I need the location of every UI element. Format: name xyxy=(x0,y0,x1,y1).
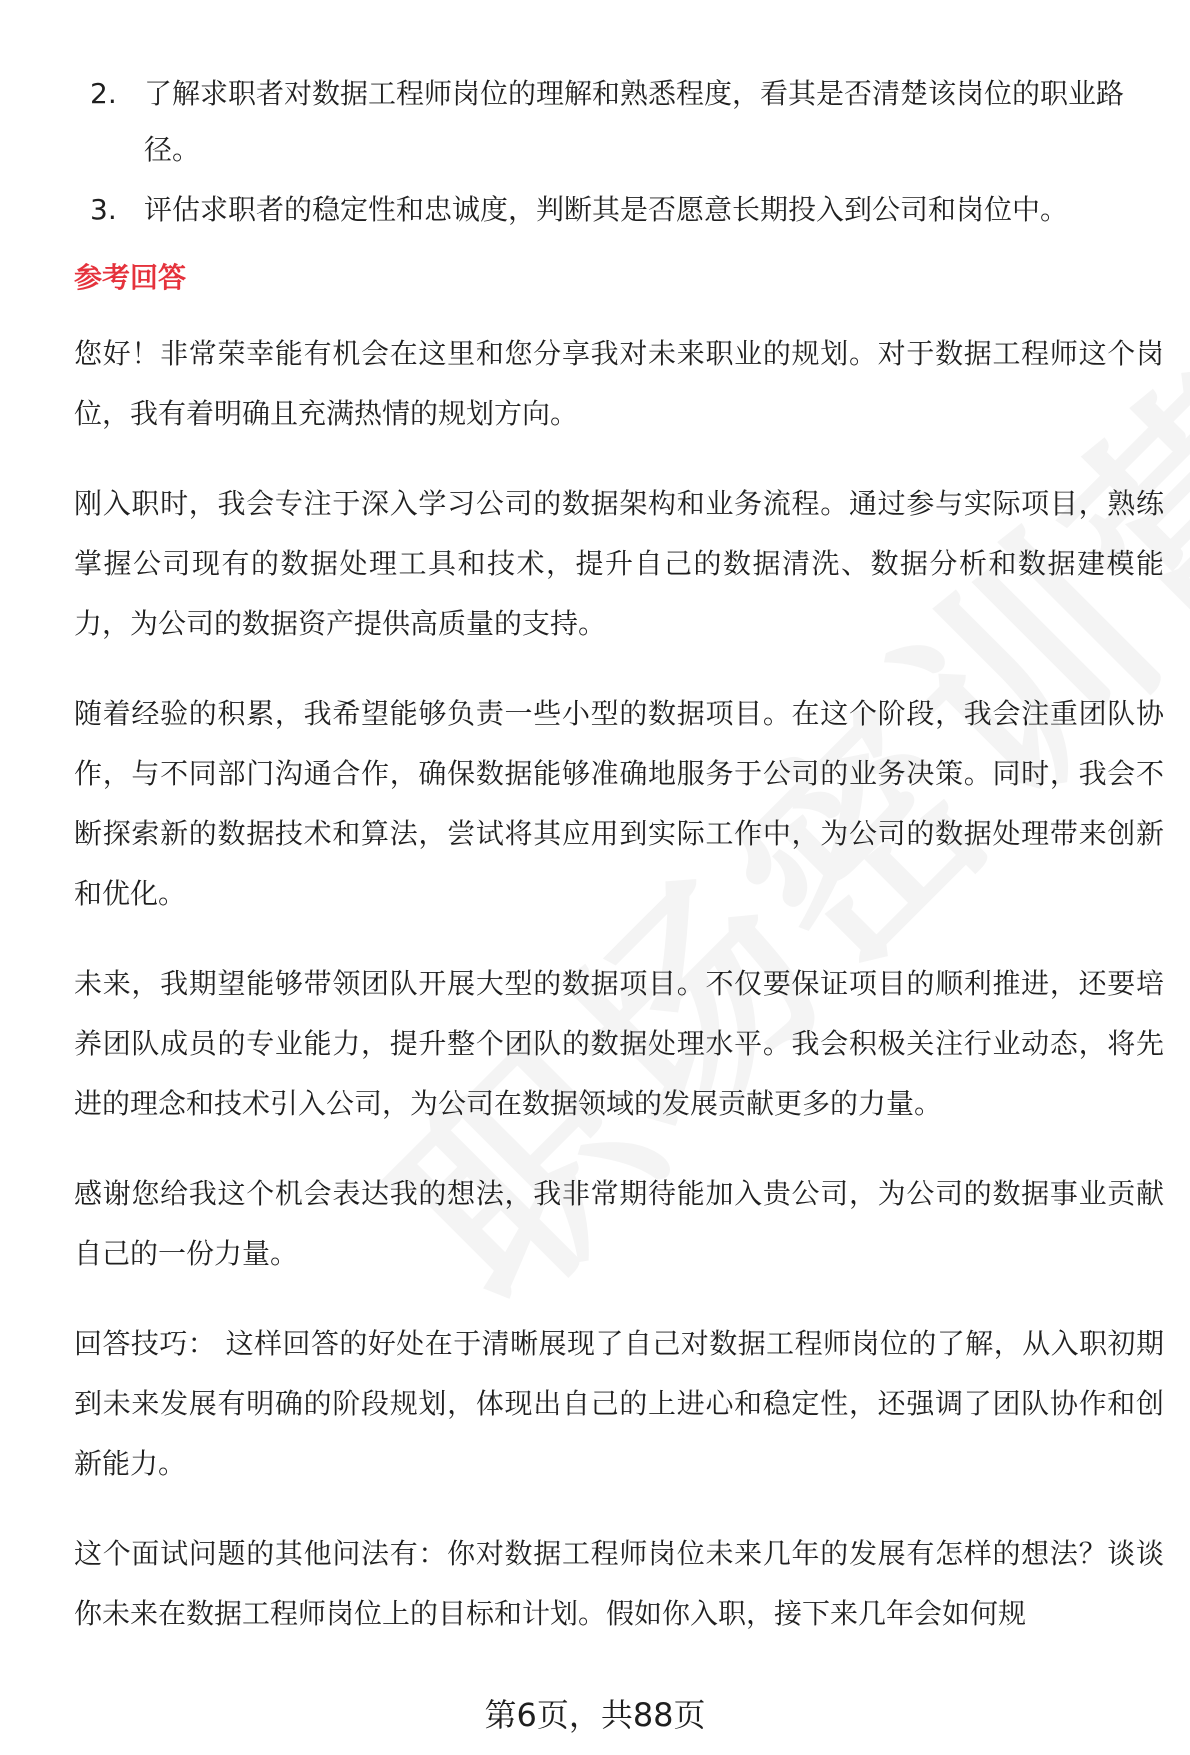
section-heading: 参考回答 xyxy=(74,261,187,294)
paragraph: 随着经验的积累，我希望能够负责一些小型的数据项目。在这个阶段，我会注重团队协作，与不同部门沟通合作，确保数据能够准确地服务于公司的业务决策。同时，我会不断探索新的数据技术和算法，尝试将其应用到实际工作中，为公司的数据处理带来创新和优化。 xyxy=(74,697,1164,910)
paragraph: 感谢您给我这个机会表达我的想法，我非常期待能加入贵公司，为公司的数据事业贡献自己的一份力量。 xyxy=(74,1177,1164,1270)
list-item xyxy=(74,66,1164,178)
page-content xyxy=(74,66,1164,1674)
page-number: 第6页，共88页 xyxy=(484,1696,706,1734)
paragraph: 未来，我期望能够带领团队开展大型的数据项目。不仅要保证项目的顺利推进，还要培养团队成员的专业能力，提升整个团队的数据处理水平。我会积极关注行业动态，将先进的理念和技术引入公司，为公司在数据领域的发展贡献更多的力量。 xyxy=(74,967,1164,1120)
answer-tips-paragraph: 回答技巧： 这样回答的好处在于清晰展现了自己对数据工程师岗位的了解，从入职初期到未来发展有明确的阶段规划，体现出自己的上进心和稳定性，还强调了团队协作和创新能力。 xyxy=(74,1327,1164,1480)
paragraph: 您好！非常荣幸能有机会在这里和您分享我对未来职业的规划。对于数据工程师这个岗位，我有着明确且充满热情的规划方向。 xyxy=(74,337,1164,430)
list-number: 2. xyxy=(90,77,117,110)
list-text: 评估求职者的稳定性和忠诚度，判断其是否愿意长期投入到公司和岗位中。 xyxy=(144,193,1069,226)
list-number: 3. xyxy=(90,193,117,226)
alternative-questions-paragraph: 这个面试问题的其他问法有：你对数据工程师岗位未来几年的发展有怎样的想法？谈谈你未来在数据工程师岗位上的目标和计划。假如你入职，接下来几年会如何规 xyxy=(74,1537,1164,1630)
list-text: 了解求职者对数据工程师岗位的理解和熟悉程度，看其是否清楚该岗位的职业路径。 xyxy=(144,77,1125,166)
paragraph: 刚入职时，我会专注于深入学习公司的数据架构和业务流程。通过参与实际项目，熟练掌握公司现有的数据处理工具和技术，提升自己的数据清洗、数据分析和数据建模能力，为公司的数据资产提供高质量的支持。 xyxy=(74,487,1164,640)
list-item xyxy=(74,182,1164,238)
